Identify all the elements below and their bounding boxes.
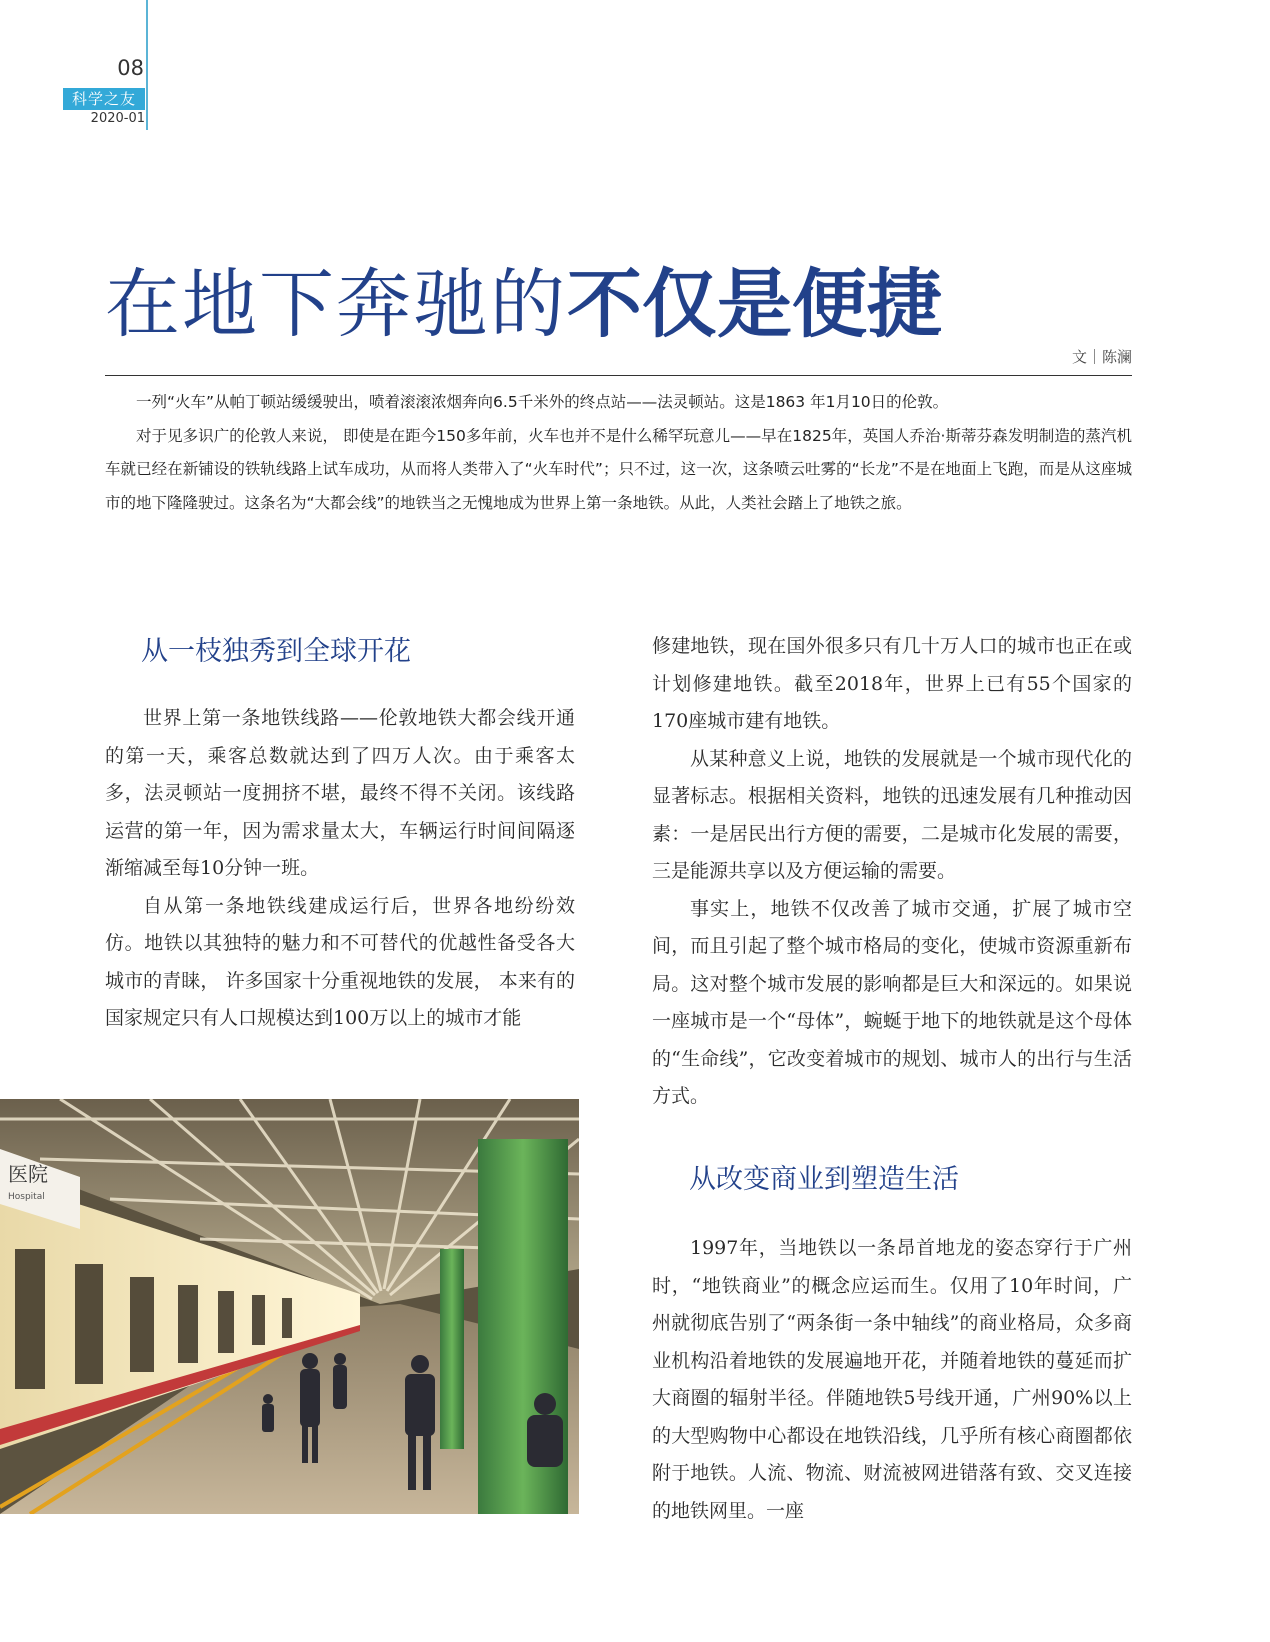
section-heading: 从改变商业到塑造生活 (689, 1164, 959, 1195)
body-paragraph: 1997年，当地铁以一条昂首地龙的姿态穿行于广州时，“地铁商业”的概念应运而生。仅用了10年时间，广州就彻底告别了“两条街一条中轴线”的商业格局，众多商业机构沿着地铁的发展遍地开花，并随着地铁的蔓延而扩大商圈的辐射半径。伴随地铁5号线开通，广州90%以上的大型购物中心都设在地铁沿线，几乎所有核心商圈都依附于地铁。人流、物流、财流被网进错落有致、交叉连接的地铁网里。一座 (652, 1237, 1132, 1522)
title-rule (105, 375, 1132, 376)
body-paragraph: 自从第一条地铁线建成运行后，世界各地纷纷效仿。地铁以其独特的魅力和不可替代的优越性备受各大城市的青睐， 许多国家十分重视地铁的发展， 本来有的国家规定只有人口规模达到100万以上的城市才能 (105, 894, 575, 1029)
station-sign-sub: Hospital (8, 1192, 45, 1202)
station-sign: 医院 (8, 1162, 48, 1186)
body-paragraph: 从某种意义上说，地铁的发展就是一个城市现代化的显著标志。根据相关资料，地铁的迅速发展有几种推动因素：一是居民出行方便的需要，二是城市化发展的需要，三是能源共享以及方便运输的需要。 (652, 747, 1132, 882)
page-number: 08 (117, 56, 144, 80)
body-paragraph: 修建地铁，现在国外很多只有几十万人口的城市也正在或计划修建地铁。截至2018年，世界上已有55个国家的170座城市建有地铁。 (652, 635, 1132, 732)
section-heading: 从一枝独秀到全球开花 (141, 636, 411, 667)
issue-date: 2020-01 (90, 111, 145, 126)
magazine-name: 科学之友 (63, 88, 145, 110)
lead-paragraph: 一列“火车”从帕丁顿站缓缓驶出，喷着滚滚浓烟奔向6.5千米外的终点站——法灵顿站。这是1863 年1月10日的伦敦。 (136, 393, 949, 411)
byline: 文｜陈澜 (1071, 348, 1132, 366)
lead-text (105, 386, 1132, 520)
left-column (105, 700, 575, 1038)
right-column-lower (652, 1230, 1132, 1530)
metro-platform-photo (0, 1099, 579, 1514)
right-column (652, 628, 1132, 1116)
header-divider (146, 0, 148, 130)
body-paragraph: 世界上第一条地铁线路——伦敦地铁大都会线开通的第一天，乘客总数就达到了四万人次。由于乘客太多，法灵顿站一度拥挤不堪，最终不得不关闭。该线路运营的第一年，因为需求量太大，车辆运行时间间隔逐渐缩减至每10分钟一班。 (105, 707, 575, 879)
title-light-part: 在地下奔驰的 (105, 260, 568, 348)
lead-paragraph: 对于见多识广的伦敦人来说， 即使是在距今150多年前，火车也并不是什么稀罕玩意儿——早在1825年，英国人乔治·斯蒂芬森发明制造的蒸汽机车就已经在新铺设的铁轨线路上试车成功，从而将人类带入了“火车时代”；只不过，这一次，这条喷云吐雾的“长龙”不是在地面上飞跑，而是从这座城市的地下隆隆驶过。这条名为“大都会线”的地铁当之无愧地成为世界上第一条地铁。从此，人类社会踏上了地铁之旅。 (105, 426, 1132, 512)
title-bold-part: 不仅是便捷 (567, 260, 943, 348)
body-paragraph: 事实上，地铁不仅改善了城市交通，扩展了城市空间，而且引起了整个城市格局的变化，使城市资源重新布局。这对整个城市发展的影响都是巨大和深远的。如果说一座城市是一个“母体”，蜿蜒于地下的地铁就是这个母体的“生命线”，它改变着城市的规划、城市人的出行与生活方式。 (652, 897, 1132, 1107)
article-title (105, 258, 942, 350)
